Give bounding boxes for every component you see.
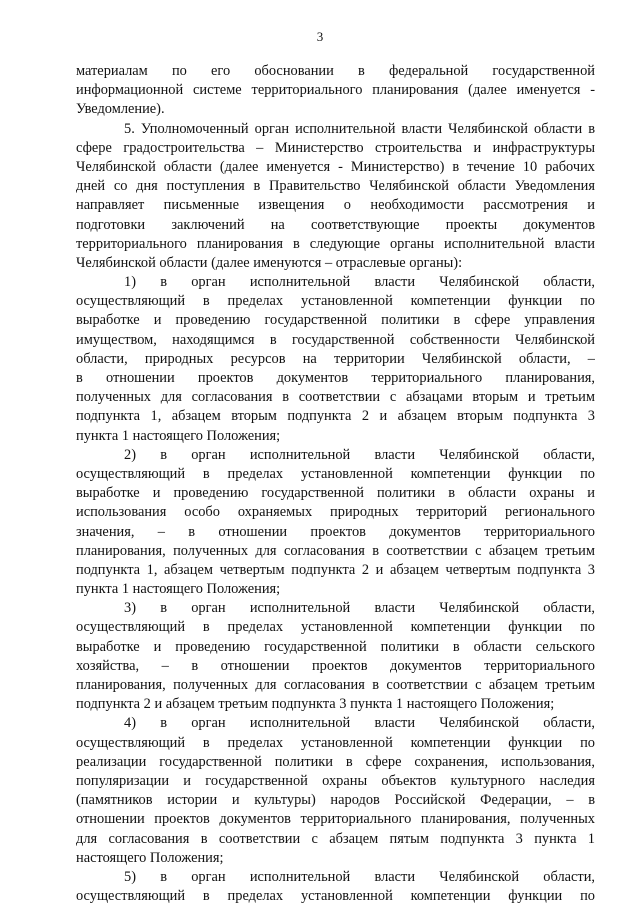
text-line: Уведомление). [76,101,165,118]
text-line: пункта 1 настоящего Положения; [76,427,281,444]
text-line: популяризации и государственной охраны объектов культурного наследия [76,772,595,789]
text-line: подготовки заключений на соответствующие проекты документов [76,216,595,233]
text-line: в отношении проектов документов территориального планирования, [76,370,595,386]
text-line: Челябинской области (далее именуются – отраслевые органы): [76,254,463,271]
text-line: полученных для согласования в соответствии с абзацами вторым и третьим [76,389,595,406]
text-line: пункта 1 настоящего Положения; [76,581,281,598]
text-line: информационной системе территориального планирования (далее именуется - [76,82,595,99]
text-line: для согласования в соответствии с абзацем пятым подпункта 3 пункта 1 [76,830,595,847]
text-line: настоящего Положения; [76,849,224,866]
text-line: выработке и проведению государственной политики в сфере управления [76,312,595,329]
text-line: отношении проектов документов территориального планирования, полученных [76,811,595,828]
text-line: использования особо охраняемых природных территорий регионального [76,504,595,521]
text-line: 5. Уполномоченный орган исполнительной власти Челябинской области в [124,120,595,137]
text-line: подпункта 1, абзацем четвертым подпункта 2 и абзацем четвертым подпункта 3 [76,561,595,578]
text-line: 3) в орган исполнительной власти Челябинской области, [124,600,595,617]
text-line: 4) в орган исполнительной власти Челябинской области, [124,715,595,732]
text-line: реализации государственной политики в сфере сохранения, использования, [76,753,595,770]
text-line: значения, – в отношении проектов документов территориального [76,523,595,540]
text-line: осуществляющий в пределах установленной компетенции функции по [76,465,595,482]
text-line: 5) в орган исполнительной власти Челябинской области, [124,868,595,885]
text-line: планирования, полученных для согласования в соответствии с абзацем третьим [76,677,595,693]
text-line: Челябинской области (далее именуется - Министерство) в течение 10 рабочих [76,158,595,175]
text-line: сфере градостроительства – Министерство строительства и инфраструктуры [76,139,595,156]
text-line: имуществом, находящимся в государственной собственности Челябинской [76,331,595,348]
text-line: 1) в орган исполнительной власти Челябинской области, [124,274,595,291]
text-line: дней со дня поступления в Правительство Челябинской области Уведомления [76,178,595,195]
text-line: осуществляющий в пределах установленной компетенции функции по [76,888,595,905]
text-line: выработке и проведению государственной политики в области сельского [76,638,595,655]
page-number: 3 [316,29,324,44]
text-line: области, природных ресурсов на территории Челябинской области, – [76,350,595,367]
text-line: (памятников истории и культуры) народов Российской Федерации, – в [76,792,595,809]
text-line: территориального планирования в следующие органы исполнительной власти [76,235,595,252]
text-line: планирования, полученных для согласования в соответствии с абзацем третьим [76,542,595,559]
text-line: подпункта 2 и абзацем третьим подпункта 3 пункта 1 настоящего Положения; [76,696,555,713]
text-line: осуществляющий в пределах установленной компетенции функции по [76,619,595,636]
text-line: направляет письменные извещения о необходимости рассмотрения и [76,197,595,214]
text-line: осуществляющий в пределах установленной компетенции функции по [76,293,595,310]
text-line: выработке и проведению государственной политики в области охраны и [76,485,595,502]
text-line: материалам по его обосновании в федеральной государственной [76,63,595,79]
text-line: осуществляющий в пределах установленной компетенции функции по [76,734,595,751]
text-line: подпункта 1, абзацем вторым подпункта 2 и абзацем вторым подпункта 3 [76,408,595,425]
text-line: хозяйства, – в отношении проектов документов территориального [76,657,595,674]
document-body [76,62,595,906]
text-line: 2) в орган исполнительной власти Челябинской области, [124,446,595,463]
